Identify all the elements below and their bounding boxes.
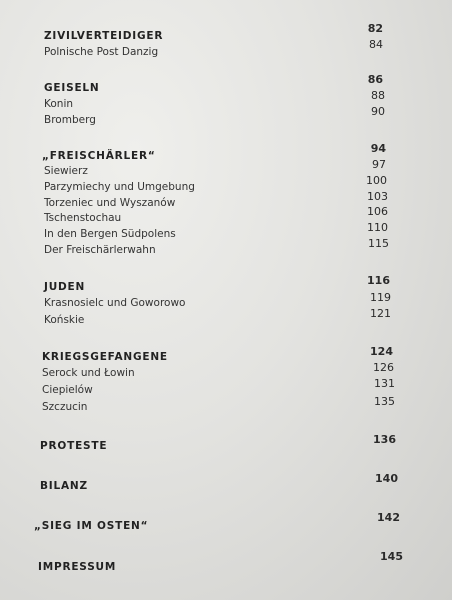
- entry-label: Tschenstochau: [44, 212, 122, 224]
- section-page-number: 94: [370, 142, 386, 155]
- entry-page-number: 135: [374, 395, 395, 408]
- section-page-number: 86: [367, 73, 383, 86]
- entry-page-number: 106: [367, 205, 388, 218]
- entry-page-number: 121: [370, 307, 391, 320]
- entry-label: Siewierz: [44, 165, 88, 177]
- section-heading: „SIEG IM OSTEN“: [34, 520, 149, 532]
- section-heading: BILANZ: [40, 480, 88, 492]
- entry-page-number: 84: [369, 38, 383, 51]
- section-heading: IMPRESSUM: [38, 561, 117, 573]
- section-page-number: 136: [373, 433, 396, 446]
- entry-label: Der Freischärlerwahn: [44, 244, 156, 256]
- entry-page-number: 131: [374, 377, 395, 390]
- entry-page-number: 119: [370, 291, 391, 304]
- entry-label: Serock und Łowin: [42, 367, 135, 379]
- entry-page-number: 97: [372, 158, 386, 171]
- entry-label: Parzymiechy und Umgebung: [44, 181, 195, 193]
- entry-page-number: 115: [368, 237, 389, 250]
- entry-label: Torzeniec und Wyszanów: [44, 197, 176, 209]
- entry-page-number: 110: [367, 221, 388, 234]
- entry-label: Krasnosielc und Goworowo: [44, 297, 186, 309]
- entry-page-number: 88: [371, 89, 385, 102]
- section-page-number: 124: [370, 345, 393, 358]
- section-page-number: 82: [367, 22, 383, 35]
- section-page-number: 116: [367, 274, 390, 287]
- entry-label: Konin: [44, 98, 74, 110]
- entry-label: In den Bergen Südpolens: [44, 228, 176, 240]
- entry-page-number: 90: [371, 105, 385, 118]
- entry-page-number: 100: [366, 174, 387, 187]
- section-heading: GEISELN: [44, 82, 100, 94]
- entry-label: Bromberg: [44, 114, 96, 126]
- entry-page-number: 126: [373, 361, 394, 374]
- section-heading: „FREISCHÄRLER“: [42, 150, 156, 162]
- entry-label: Polnische Post Danzig: [44, 46, 159, 58]
- section-page-number: 145: [380, 550, 403, 563]
- section-page-number: 142: [377, 511, 400, 524]
- entry-page-number: 103: [367, 190, 388, 203]
- section-heading: KRIEGSGEFANGENE: [42, 351, 168, 363]
- entry-label: Końskie: [44, 314, 85, 326]
- section-page-number: 140: [375, 472, 398, 485]
- entry-label: Ciepielów: [42, 384, 93, 396]
- section-heading: ZIVILVERTEIDIGER: [44, 30, 164, 42]
- section-heading: PROTESTE: [40, 440, 108, 452]
- section-heading: JUDEN: [44, 281, 86, 293]
- entry-label: Szczucin: [42, 401, 88, 413]
